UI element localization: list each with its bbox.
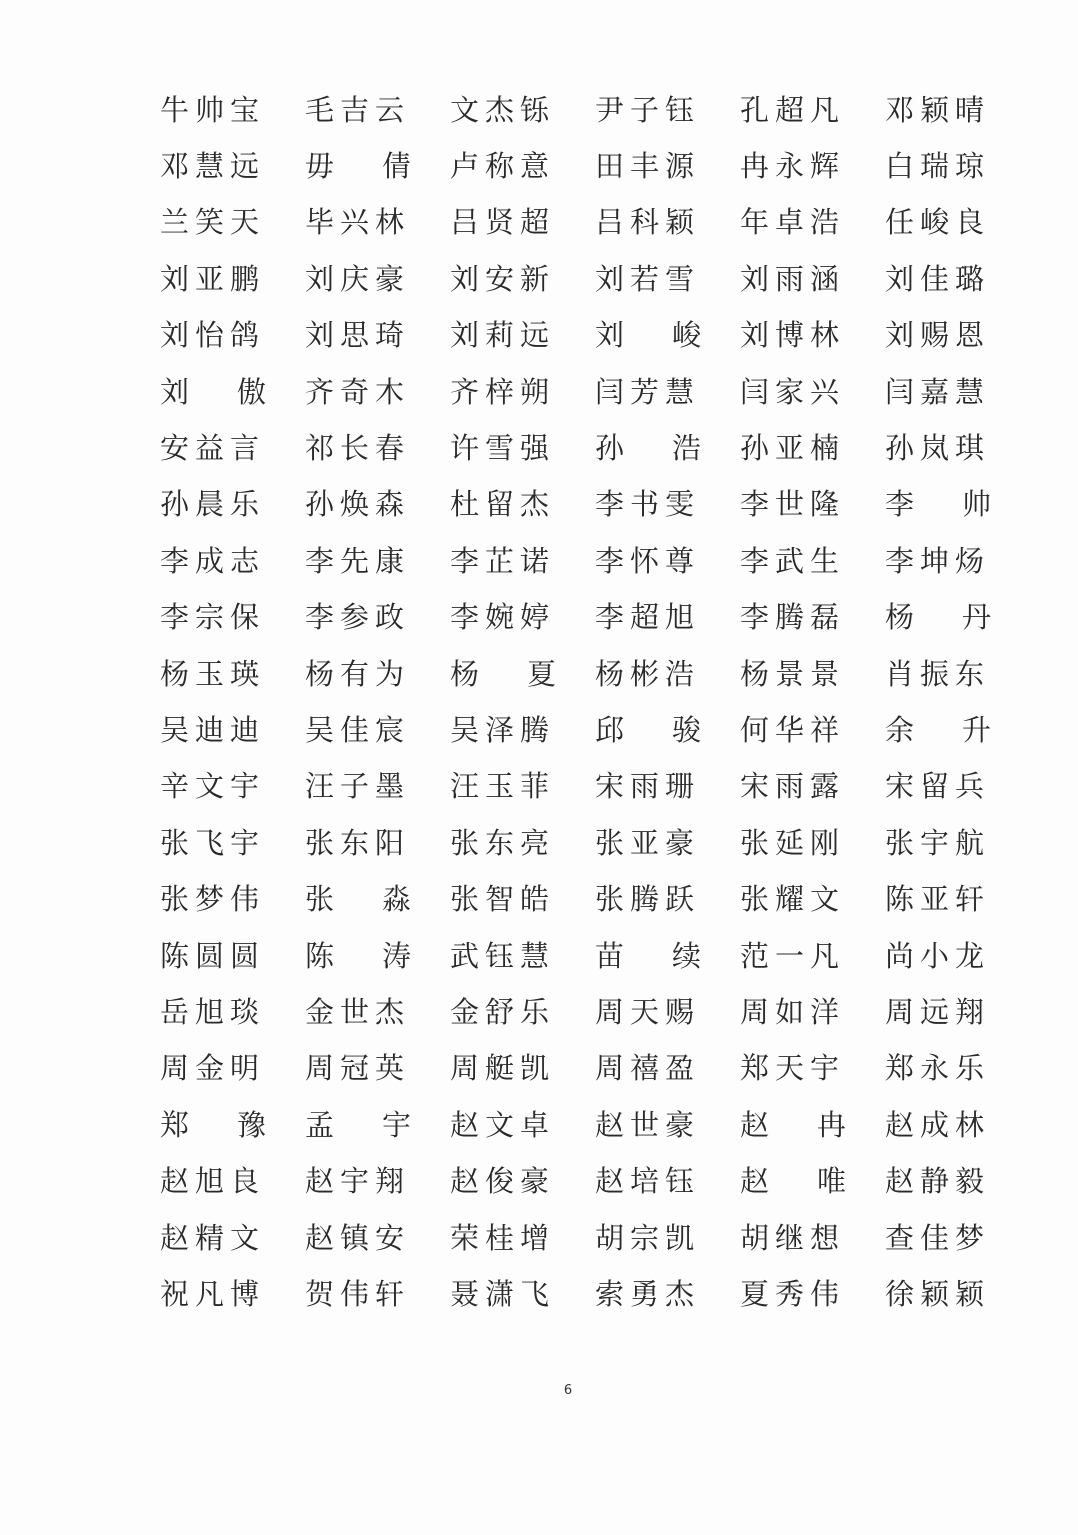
name-entry: 范一凡 xyxy=(740,938,846,973)
name-entry: 赵 唯 xyxy=(740,1164,847,1199)
name-entry: 杨玉瑛 xyxy=(160,656,266,691)
name-entry: 李宗保 xyxy=(160,600,266,635)
name-entry: 周如洋 xyxy=(740,994,846,1029)
name-row xyxy=(160,646,1000,702)
name-row xyxy=(160,195,1000,251)
name-entry: 刘博林 xyxy=(740,318,846,353)
name-entry: 李坤炀 xyxy=(885,543,991,578)
name-entry: 何华祥 xyxy=(740,712,846,747)
name-entry: 祝凡博 xyxy=(160,1276,266,1311)
name-entry: 杨有为 xyxy=(305,656,411,691)
name-entry: 宋雨露 xyxy=(740,769,846,804)
name-entry: 祁长春 xyxy=(305,431,411,466)
name-entry: 尚小龙 xyxy=(885,938,991,973)
name-entry: 安益言 xyxy=(160,431,266,466)
name-row xyxy=(160,1041,1000,1097)
name-entry: 杨 丹 xyxy=(885,600,992,635)
name-row xyxy=(160,82,1000,138)
name-entry: 白瑞琼 xyxy=(885,149,991,184)
name-entry: 刘佳璐 xyxy=(885,261,991,296)
name-entry: 赵成林 xyxy=(885,1107,991,1142)
name-entry: 刘若雪 xyxy=(595,261,701,296)
name-entry: 赵培钰 xyxy=(595,1164,701,1199)
name-entry: 任峻良 xyxy=(885,205,991,240)
name-row xyxy=(160,815,1000,871)
name-entry: 赵镇安 xyxy=(305,1220,411,1255)
name-entry: 张宇航 xyxy=(885,825,991,860)
name-entry: 赵宇翔 xyxy=(305,1164,411,1199)
name-entry: 荣桂增 xyxy=(450,1220,556,1255)
name-entry: 邓颖晴 xyxy=(885,92,991,127)
name-entry: 李超旭 xyxy=(595,600,701,635)
name-entry: 李 帅 xyxy=(885,487,992,522)
name-entry: 李参政 xyxy=(305,600,411,635)
name-entry: 肖振东 xyxy=(885,656,991,691)
name-entry: 贺伟轩 xyxy=(305,1276,411,1311)
name-entry: 卢称意 xyxy=(450,149,556,184)
name-entry: 刘亚鹏 xyxy=(160,261,266,296)
name-entry: 文杰铄 xyxy=(450,92,556,127)
name-entry: 余 升 xyxy=(885,712,992,747)
name-row xyxy=(160,871,1000,927)
name-entry: 李怀尊 xyxy=(595,543,701,578)
name-entry: 张梦伟 xyxy=(160,882,266,917)
name-entry: 闫嘉慧 xyxy=(885,374,991,409)
name-entry: 郑 豫 xyxy=(160,1107,267,1142)
name-row xyxy=(160,702,1000,758)
name-row xyxy=(160,138,1000,194)
name-entry: 齐奇木 xyxy=(305,374,411,409)
name-entry: 尹子钰 xyxy=(595,92,701,127)
name-entry: 冉永辉 xyxy=(740,149,846,184)
name-entry: 李书雯 xyxy=(595,487,701,522)
name-entry: 赵静毅 xyxy=(885,1164,991,1199)
name-entry: 赵 冉 xyxy=(740,1107,847,1142)
name-entry: 许雪强 xyxy=(450,431,556,466)
name-row xyxy=(160,533,1000,589)
name-entry: 张智皓 xyxy=(450,882,556,917)
name-entry: 刘 峻 xyxy=(595,318,702,353)
name-entry: 毛吉云 xyxy=(305,92,411,127)
name-entry: 李芷诺 xyxy=(450,543,556,578)
name-entry: 汪玉菲 xyxy=(450,769,556,804)
name-entry: 邓慧远 xyxy=(160,149,266,184)
name-entry: 汪子墨 xyxy=(305,769,411,804)
name-entry: 苗 续 xyxy=(595,938,702,973)
name-entry: 郑永乐 xyxy=(885,1051,991,1086)
name-entry: 张飞宇 xyxy=(160,825,266,860)
name-entry: 李世隆 xyxy=(740,487,846,522)
name-entry: 徐颖颖 xyxy=(885,1276,991,1311)
name-entry: 周艇凯 xyxy=(450,1051,556,1086)
name-entry: 毋 倩 xyxy=(305,149,412,184)
name-entry: 刘 傲 xyxy=(160,374,267,409)
name-row xyxy=(160,984,1000,1040)
name-entry: 刘赐恩 xyxy=(885,318,991,353)
name-entry: 夏秀伟 xyxy=(740,1276,846,1311)
name-entry: 张延刚 xyxy=(740,825,846,860)
name-entry: 郑天宇 xyxy=(740,1051,846,1086)
name-entry: 邱 骏 xyxy=(595,712,702,747)
name-entry: 刘安新 xyxy=(450,261,556,296)
name-entry: 李腾磊 xyxy=(740,600,846,635)
name-row xyxy=(160,1266,1000,1322)
name-entry: 刘怡鸽 xyxy=(160,318,266,353)
name-entry: 年卓浩 xyxy=(740,205,846,240)
name-row xyxy=(160,928,1000,984)
name-entry: 齐梓朔 xyxy=(450,374,556,409)
name-entry: 聂潇飞 xyxy=(450,1276,556,1311)
name-entry: 吕贤超 xyxy=(450,205,556,240)
name-entry: 吕科颖 xyxy=(595,205,701,240)
name-entry: 陈圆圆 xyxy=(160,938,266,973)
name-entry: 田丰源 xyxy=(595,149,701,184)
name-entry: 吴佳宸 xyxy=(305,712,411,747)
name-entry: 吴迪迪 xyxy=(160,712,266,747)
name-row xyxy=(160,1153,1000,1209)
name-entry: 赵俊豪 xyxy=(450,1164,556,1199)
name-row xyxy=(160,364,1000,420)
name-entry: 张耀文 xyxy=(740,882,846,917)
name-entry: 张 淼 xyxy=(305,882,412,917)
name-entry: 孟 宇 xyxy=(305,1107,412,1142)
name-entry: 毕兴林 xyxy=(305,205,411,240)
name-entry: 孙焕森 xyxy=(305,487,411,522)
name-entry: 孙 浩 xyxy=(595,431,702,466)
name-entry: 赵旭良 xyxy=(160,1164,266,1199)
name-entry: 李成志 xyxy=(160,543,266,578)
name-entry: 辛文宇 xyxy=(160,769,266,804)
name-entry: 岳旭琰 xyxy=(160,994,266,1029)
name-entry: 闫家兴 xyxy=(740,374,846,409)
name-entry: 孙晨乐 xyxy=(160,487,266,522)
name-entry: 李婉婷 xyxy=(450,600,556,635)
name-entry: 周冠英 xyxy=(305,1051,411,1086)
name-list-grid xyxy=(160,82,1000,1323)
name-entry: 孔超凡 xyxy=(740,92,846,127)
name-entry: 赵世豪 xyxy=(595,1107,701,1142)
name-row xyxy=(160,251,1000,307)
name-entry: 宋留兵 xyxy=(885,769,991,804)
name-entry: 杨景景 xyxy=(740,656,846,691)
name-entry: 吴泽腾 xyxy=(450,712,556,747)
name-entry: 陈 涛 xyxy=(305,938,412,973)
name-row xyxy=(160,1210,1000,1266)
name-entry: 张东亮 xyxy=(450,825,556,860)
name-row xyxy=(160,477,1000,533)
name-entry: 闫芳慧 xyxy=(595,374,701,409)
name-entry: 孙岚琪 xyxy=(885,431,991,466)
name-row xyxy=(160,308,1000,364)
name-entry: 杜留杰 xyxy=(450,487,556,522)
name-entry: 刘庆豪 xyxy=(305,261,411,296)
name-entry: 陈亚轩 xyxy=(885,882,991,917)
name-entry: 查佳梦 xyxy=(885,1220,991,1255)
name-entry: 金世杰 xyxy=(305,994,411,1029)
name-row xyxy=(160,420,1000,476)
name-entry: 赵文卓 xyxy=(450,1107,556,1142)
name-entry: 武钰慧 xyxy=(450,938,556,973)
name-entry: 周远翔 xyxy=(885,994,991,1029)
name-entry: 赵精文 xyxy=(160,1220,266,1255)
name-entry: 刘思琦 xyxy=(305,318,411,353)
name-row xyxy=(160,1097,1000,1153)
name-entry: 周禧盈 xyxy=(595,1051,701,1086)
name-entry: 刘莉远 xyxy=(450,318,556,353)
name-entry: 张亚豪 xyxy=(595,825,701,860)
name-entry: 宋雨珊 xyxy=(595,769,701,804)
name-row xyxy=(160,590,1000,646)
name-entry: 胡宗凯 xyxy=(595,1220,701,1255)
name-entry: 索勇杰 xyxy=(595,1276,701,1311)
name-entry: 金舒乐 xyxy=(450,994,556,1029)
name-entry: 孙亚楠 xyxy=(740,431,846,466)
name-entry: 张东阳 xyxy=(305,825,411,860)
name-entry: 杨彬浩 xyxy=(595,656,701,691)
name-row xyxy=(160,759,1000,815)
name-entry: 胡继想 xyxy=(740,1220,846,1255)
name-entry: 周金明 xyxy=(160,1051,266,1086)
name-entry: 周天赐 xyxy=(595,994,701,1029)
name-entry: 兰笑天 xyxy=(160,205,266,240)
name-entry: 刘雨涵 xyxy=(740,261,846,296)
name-entry: 李先康 xyxy=(305,543,411,578)
page-number: 6 xyxy=(563,1383,573,1398)
name-entry: 李武生 xyxy=(740,543,846,578)
name-entry: 杨 夏 xyxy=(450,656,557,691)
name-entry: 张腾跃 xyxy=(595,882,701,917)
name-entry: 牛帅宝 xyxy=(160,92,266,127)
